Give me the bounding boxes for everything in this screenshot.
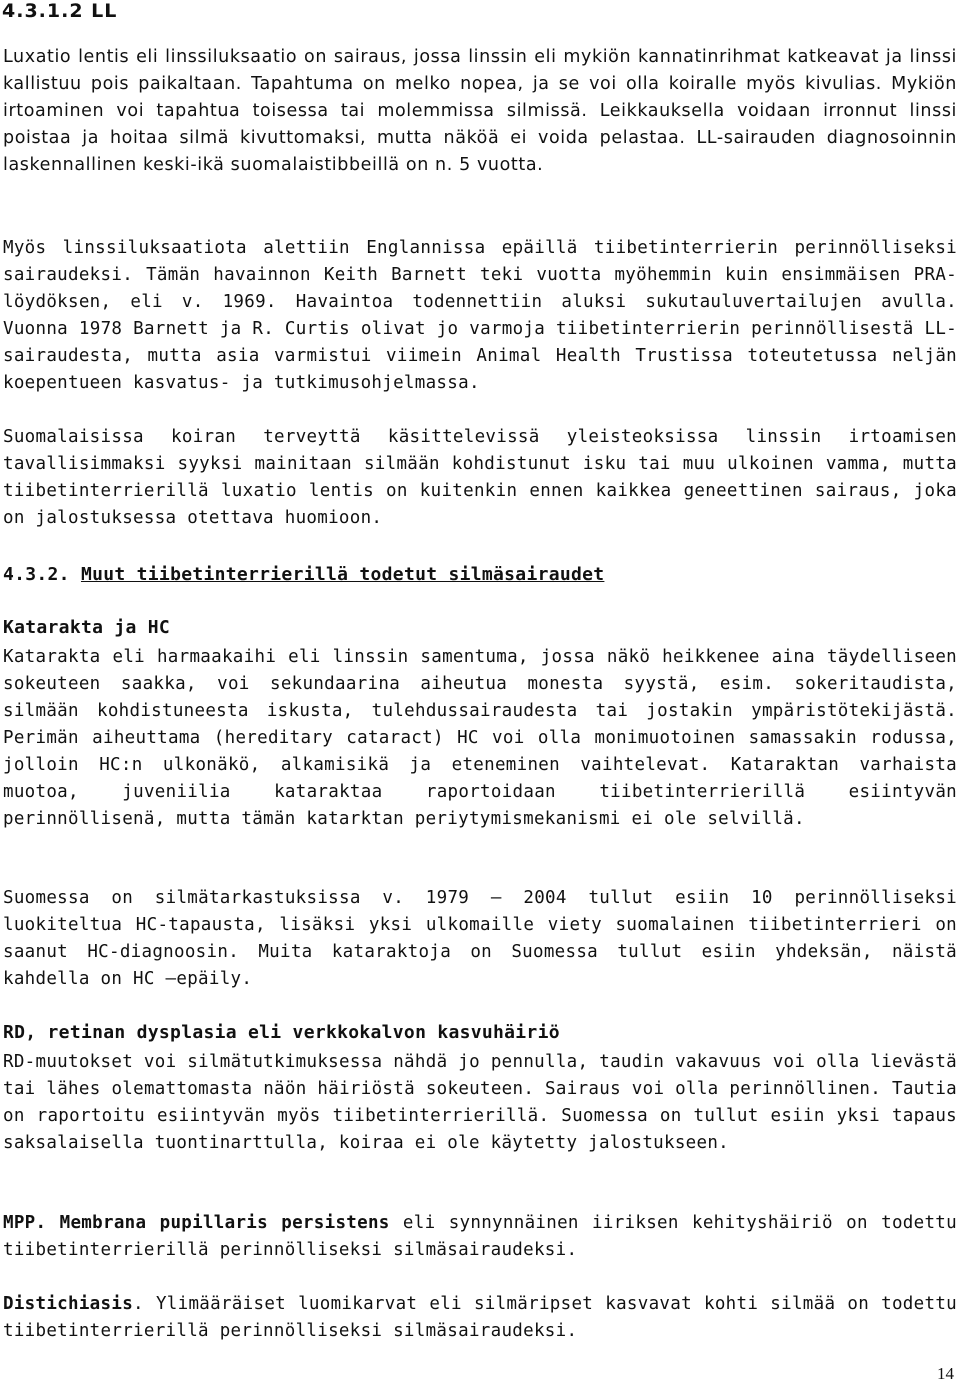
page-number: 14 <box>937 1364 954 1383</box>
subheading-rd: RD, retinan dysplasia eli verkkokalvon kasvuhäiriö <box>3 1022 560 1043</box>
paragraph-ll-history: Myös linssiluksaatiota alettiin Englannissa epäillä tiibetinterrierin perinnölliseksi sairaudeksi. Tämän havainnon Keith Barnett teki vuotta myöhemmin kuin ensimmäisen PRA-löydöksen, eli v. 1969. Havaintoa todennettiin aluksi sukutauluvertailujen avulla. Vuonna 1978 Barnett ja R. Curtis olivat jo varmoja tiibetinterrierin perinnöllisestä LL-sairaudesta, mutta asia varmistui viimein Animal Health Trustissa toteutetussa neljän koepentueen kasvatus- ja tutkimusohjelmassa. <box>3 238 957 393</box>
subheading-katarakta: Katarakta ja HC <box>3 617 171 638</box>
mpp-text: eli synnynnäinen iiriksen kehityshäiriö on todettu tiibetinterrierillä perinnölliseksi silmäsairaudeksi. <box>3 1213 957 1260</box>
distichiasis-label: Distichiasis <box>3 1294 134 1314</box>
section-title: Muut tiibetinterrierillä todetut silmäsairaudet <box>80 564 605 585</box>
paragraph-hc-finland: Suomessa on silmätarkastuksissa v. 1979 – 2004 tullut esiin 10 perinnölliseksi luokiteltua HC-tapausta, lisäksi yksi ulkomaille viety suomalainen tiibetinterrieri on saanut HC-diagnoosin. Muita kataraktoja on Suomessa tullut esiin yhdeksän, näistä kahdella on HC –epäily. <box>3 888 957 989</box>
paragraph-mpp <box>3 1210 957 1264</box>
mpp-label: MPP. Membrana pupillaris persistens <box>3 1213 390 1233</box>
paragraph-katarakta: Katarakta eli harmaakaihi eli linssin samentuma, jossa näkö heikkenee aina täydelliseen sokeuteen saakka, voi sekundaarina aiheutua monesta syystä, esim. sokeritaudista, silmään kohdistuneesta iskusta, tulehdussairaudesta tai jostakin ympäristötekijästä. Perimän aiheuttama (hereditary cataract) HC voi olla monimuotoinen samassakin rodussa, jolloin HC:n ulkonäkö, alkamisikä ja eteneminen vaihtelevat. Kataraktan varhaista muotoa, juveniilia kataraktaa raportoidaan tiibetinterrierillä esiintyvän perinnöllisenä, mutta tämän katarktan periytymismekanismi ei ole selvillä. <box>3 647 957 829</box>
section-heading-other-eye-diseases <box>3 564 604 585</box>
section-heading-ll: 4.3.1.2 LL <box>2 0 118 22</box>
paragraph-rd: RD-muutokset voi silmätutkimuksessa nähdä jo pennulla, taudin vakavuus voi olla lievästä tai lähes olemattomasta näön häiriöstä sokeuteen. Sairaus voi olla perinnöllinen. Tautia on raportoitu esiintyvän myös tiibetinterrierillä. Suomessa on tullut esiin yksi tapaus saksalaisella tuontinarttulla, koiraa ei ole käytetty jalostukseen. <box>3 1052 957 1153</box>
distichiasis-text: . Ylimääräiset luomikarvat eli silmäripset kasvavat kohti silmää on todettu tiibetinterrierillä perinnölliseksi silmäsairaudeksi. <box>3 1294 957 1341</box>
paragraph-distichiasis <box>3 1291 957 1345</box>
paragraph-ll-intro: Luxatio lentis eli linssiluksaatio on sairaus, jossa linssin eli mykiön kannatinrihmat katkeavat ja linssi kallistuu pois paikaltaan. Tapahtuma on melko nopea, ja se voi olla koiralle myös kivulias. Mykiön irtoaminen voi tapahtua toisessa tai molemmissa silmissä. Leikkauksella voidaan irronnut linssi poistaa ja hoitaa silmä kivuttomaksi, mutta näköä ei voida pelastaa. LL-sairauden diagnosoinnin laskennallinen keski-ikä suomalaistibbeillä on n. 5 vuotta. <box>3 47 957 175</box>
paragraph-ll-finland: Suomalaisissa koiran terveyttä käsittelevissä yleisteoksissa linssin irtoamisen tavallisimmaksi syyksi mainitaan silmään kohdistunut isku tai muu ulkoinen vamma, mutta tiibetinterrierillä luxatio lentis on kuitenkin ennen kaikkea geneettinen sairaus, joka on jalostuksessa otettava huomioon. <box>3 427 957 528</box>
section-number: 4.3.2. <box>3 564 70 585</box>
